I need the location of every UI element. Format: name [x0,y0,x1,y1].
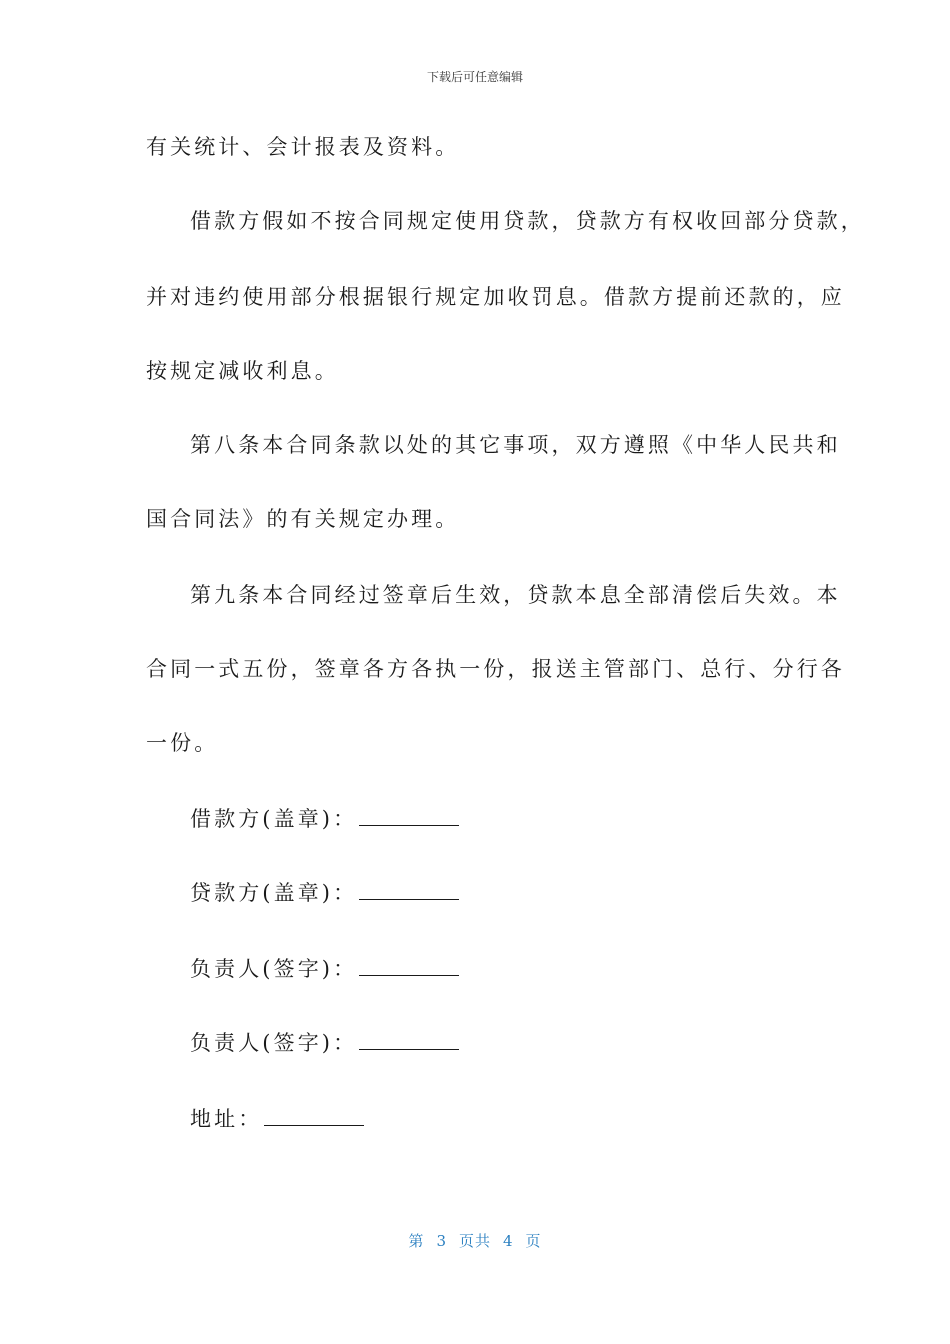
body-line: 按规定减收利息。 [146,359,339,383]
body-line: 一份。 [146,731,219,755]
responsible-person-blank-2 [359,1031,459,1050]
footer-suffix: 页 [525,1232,542,1250]
paragraph-line: 借款方假如不按合同规定使用贷款，贷款方有权收回部分贷款， [190,209,865,233]
address-label: 地址： [190,1107,263,1131]
footer-prefix: 第 [408,1232,425,1250]
page-header-note: 下载后可任意编辑 [426,70,523,84]
borrower-seal-field [190,806,459,832]
responsible-person-label-2: 负责人(签字)： [190,1031,358,1055]
footer-total-pages: 4 [503,1232,514,1250]
article-8-line: 第八条本合同条款以处的其它事项，双方遵照《中华人民共和 [190,433,841,457]
borrower-seal-label: 借款方(盖章)： [190,807,358,831]
lender-seal-label: 贷款方(盖章)： [190,881,358,905]
footer-middle: 页共 [458,1232,491,1250]
lender-seal-blank [359,881,459,900]
footer-page-number: 3 [436,1232,447,1250]
responsible-person-blank [359,957,459,976]
body-line: 国合同法》的有关规定办理。 [146,507,460,531]
responsible-person-field [190,956,459,982]
body-line: 合同一式五份，签章各方各执一份，报送主管部门、总行、分行各 [146,657,845,681]
body-line: 有关统计、会计报表及资料。 [146,135,460,159]
article-9-line: 第九条本合同经过签章后生效，贷款本息全部清偿后失效。本 [190,583,841,607]
lender-seal-field [190,880,459,906]
responsible-person-label: 负责人(签字)： [190,957,358,981]
address-field [190,1106,364,1132]
page-footer [0,1230,950,1251]
body-line: 并对违约使用部分根据银行规定加收罚息。借款方提前还款的，应 [146,285,845,309]
responsible-person-field-2 [190,1030,459,1056]
borrower-seal-blank [359,807,459,826]
address-blank [264,1107,364,1126]
